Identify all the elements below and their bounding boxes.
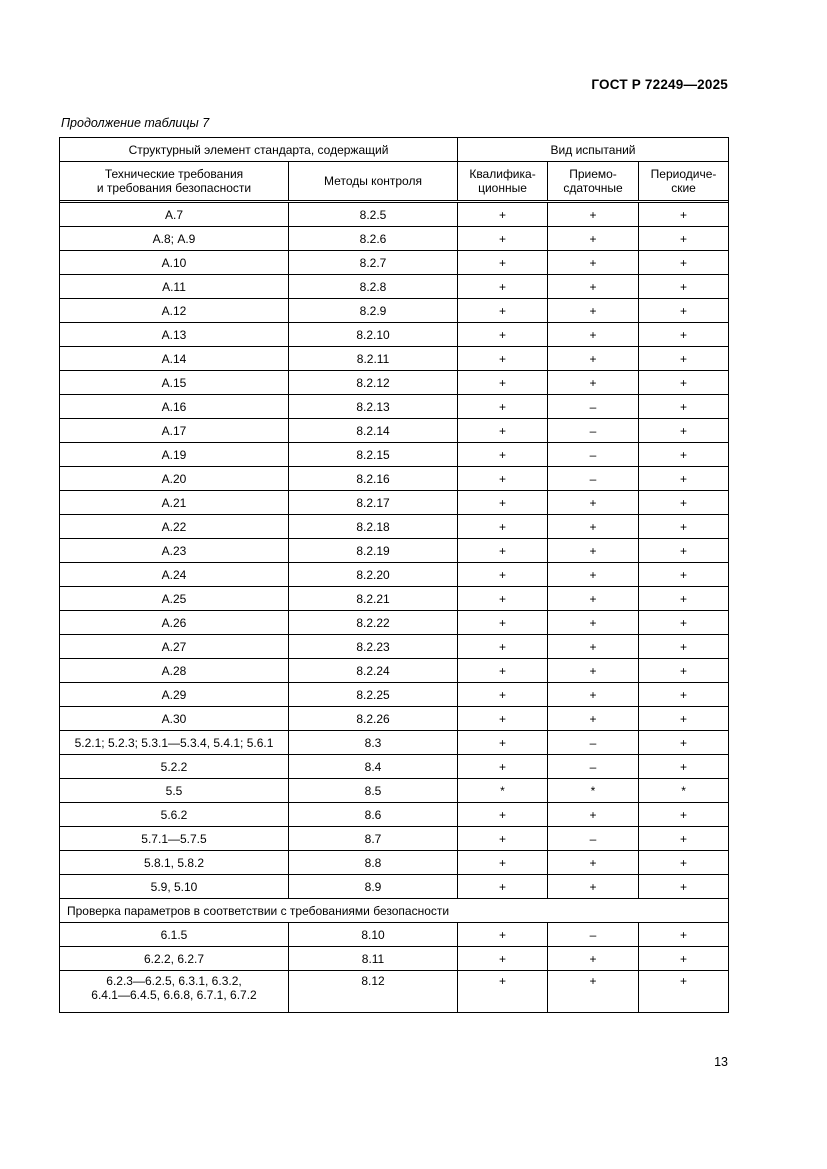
cell-qualification: + [458, 251, 548, 275]
cell-qualification: + [458, 803, 548, 827]
cell-method: 8.12 [289, 971, 458, 1013]
cell-acceptance: – [548, 419, 639, 443]
table-row [60, 251, 729, 275]
table-row [60, 731, 729, 755]
cell-method: 8.2.12 [289, 371, 458, 395]
table-row [60, 683, 729, 707]
cell-acceptance: + [548, 803, 639, 827]
cell-periodic: + [639, 707, 729, 731]
cell-requirement: А.29 [60, 683, 289, 707]
cell-requirement: А.14 [60, 347, 289, 371]
cell-method: 8.2.9 [289, 299, 458, 323]
cell-periodic: + [639, 731, 729, 755]
cell-qualification: + [458, 539, 548, 563]
cell-method: 8.2.18 [289, 515, 458, 539]
cell-requirement: 5.2.2 [60, 755, 289, 779]
cell-acceptance: – [548, 731, 639, 755]
cell-method: 8.2.25 [289, 683, 458, 707]
cell-requirement: А.17 [60, 419, 289, 443]
cell-qualification: + [458, 683, 548, 707]
cell-periodic: + [639, 635, 729, 659]
cell-requirement: 5.7.1—5.7.5 [60, 827, 289, 851]
cell-requirement: А.19 [60, 443, 289, 467]
cell-qualification: + [458, 491, 548, 515]
table-row [60, 563, 729, 587]
cell-qualification: + [458, 947, 548, 971]
page-number: 13 [714, 1055, 728, 1069]
section-title: Проверка параметров в соответствии с требованиями безопасности [60, 899, 729, 923]
cell-requirement: А.30 [60, 707, 289, 731]
cell-qualification: + [458, 731, 548, 755]
table-row [60, 539, 729, 563]
cell-acceptance: + [548, 347, 639, 371]
cell-method: 8.5 [289, 779, 458, 803]
requirements-table [59, 137, 729, 1013]
cell-periodic: + [639, 827, 729, 851]
cell-qualification: + [458, 587, 548, 611]
cell-periodic: + [639, 347, 729, 371]
cell-qualification: + [458, 395, 548, 419]
cell-requirement: 5.5 [60, 779, 289, 803]
cell-acceptance: + [548, 251, 639, 275]
cell-periodic: + [639, 755, 729, 779]
cell-method: 8.2.11 [289, 347, 458, 371]
cell-requirement: А.27 [60, 635, 289, 659]
cell-acceptance: + [548, 659, 639, 683]
cell-periodic: + [639, 851, 729, 875]
cell-periodic: + [639, 443, 729, 467]
table-row [60, 875, 729, 899]
cell-periodic: + [639, 947, 729, 971]
cell-qualification: + [458, 227, 548, 251]
cell-qualification: + [458, 611, 548, 635]
cell-acceptance: + [548, 203, 639, 227]
cell-requirement: А.20 [60, 467, 289, 491]
cell-acceptance: – [548, 395, 639, 419]
cell-method: 8.8 [289, 851, 458, 875]
cell-requirement: 6.2.2, 6.2.7 [60, 947, 289, 971]
cell-method: 8.2.6 [289, 227, 458, 251]
cell-qualification: + [458, 659, 548, 683]
cell-acceptance: + [548, 491, 639, 515]
cell-requirement: А.25 [60, 587, 289, 611]
table-row [60, 611, 729, 635]
cell-qualification: + [458, 875, 548, 899]
cell-method: 8.2.19 [289, 539, 458, 563]
cell-requirement: А.26 [60, 611, 289, 635]
cell-method: 8.2.15 [289, 443, 458, 467]
table-row [60, 947, 729, 971]
cell-qualification: + [458, 851, 548, 875]
document-code: ГОСТ Р 72249—2025 [591, 77, 728, 92]
cell-requirement: А.28 [60, 659, 289, 683]
table-row [60, 971, 729, 1013]
cell-periodic: + [639, 251, 729, 275]
cell-periodic: + [639, 875, 729, 899]
cell-qualification: + [458, 467, 548, 491]
cell-method: 8.11 [289, 947, 458, 971]
table-row [60, 323, 729, 347]
cell-requirement: 5.6.2 [60, 803, 289, 827]
cell-acceptance: – [548, 443, 639, 467]
cell-requirement: 6.1.5 [60, 923, 289, 947]
cell-acceptance: + [548, 227, 639, 251]
cell-acceptance: + [548, 563, 639, 587]
cell-method: 8.3 [289, 731, 458, 755]
cell-requirement: А.8; А.9 [60, 227, 289, 251]
cell-periodic: + [639, 323, 729, 347]
cell-periodic: + [639, 299, 729, 323]
table-caption: Продолжение таблицы 7 [61, 116, 210, 130]
cell-requirement: А.13 [60, 323, 289, 347]
cell-qualification: + [458, 443, 548, 467]
cell-periodic: + [639, 491, 729, 515]
cell-method: 8.2.16 [289, 467, 458, 491]
cell-periodic: + [639, 971, 729, 1013]
table-row [60, 491, 729, 515]
table-row [60, 635, 729, 659]
group-header-test-type: Вид испытаний [458, 138, 729, 162]
cell-acceptance: – [548, 467, 639, 491]
cell-method: 8.2.8 [289, 275, 458, 299]
column-header-qualification: Квалифика- ционные [458, 162, 548, 201]
cell-qualification: + [458, 923, 548, 947]
cell-method: 8.2.23 [289, 635, 458, 659]
cell-periodic: + [639, 203, 729, 227]
table-row [60, 515, 729, 539]
cell-requirement: 5.9, 5.10 [60, 875, 289, 899]
cell-requirement: А.12 [60, 299, 289, 323]
table-row [60, 275, 729, 299]
cell-periodic: + [639, 923, 729, 947]
cell-qualification: + [458, 827, 548, 851]
cell-acceptance: + [548, 971, 639, 1013]
table-row [60, 371, 729, 395]
cell-periodic: + [639, 659, 729, 683]
cell-acceptance: + [548, 371, 639, 395]
cell-periodic: + [639, 803, 729, 827]
table-row [60, 755, 729, 779]
cell-requirement: А.21 [60, 491, 289, 515]
cell-requirement: 5.2.1; 5.2.3; 5.3.1—5.3.4, 5.4.1; 5.6.1 [60, 731, 289, 755]
cell-periodic: + [639, 587, 729, 611]
cell-periodic: + [639, 275, 729, 299]
table-row [60, 299, 729, 323]
cell-periodic: * [639, 779, 729, 803]
cell-requirement: А.11 [60, 275, 289, 299]
cell-periodic: + [639, 683, 729, 707]
cell-acceptance: – [548, 827, 639, 851]
cell-method: 8.2.13 [289, 395, 458, 419]
table-row [60, 203, 729, 227]
column-header-acceptance: Приемо- сдаточные [548, 162, 639, 201]
cell-method: 8.10 [289, 923, 458, 947]
cell-qualification: + [458, 563, 548, 587]
cell-method: 8.7 [289, 827, 458, 851]
cell-qualification: + [458, 635, 548, 659]
cell-method: 8.2.10 [289, 323, 458, 347]
cell-periodic: + [639, 371, 729, 395]
cell-acceptance: + [548, 611, 639, 635]
cell-method: 8.2.7 [289, 251, 458, 275]
column-header-methods: Методы контроля [289, 162, 458, 201]
table-row [60, 851, 729, 875]
cell-requirement: А.15 [60, 371, 289, 395]
cell-periodic: + [639, 467, 729, 491]
table-row [60, 827, 729, 851]
cell-qualification: + [458, 323, 548, 347]
table-row [60, 443, 729, 467]
table-row [60, 395, 729, 419]
cell-acceptance: + [548, 275, 639, 299]
table-row [60, 923, 729, 947]
cell-acceptance: + [548, 707, 639, 731]
cell-method: 8.2.24 [289, 659, 458, 683]
cell-requirement: А.7 [60, 203, 289, 227]
cell-requirement: А.24 [60, 563, 289, 587]
cell-method: 8.2.21 [289, 587, 458, 611]
cell-acceptance: – [548, 923, 639, 947]
cell-acceptance: + [548, 299, 639, 323]
cell-requirement: 5.8.1, 5.8.2 [60, 851, 289, 875]
cell-qualification: + [458, 275, 548, 299]
table-row [60, 419, 729, 443]
cell-acceptance: + [548, 323, 639, 347]
cell-acceptance: – [548, 755, 639, 779]
cell-qualification: + [458, 371, 548, 395]
cell-qualification: * [458, 779, 548, 803]
table-row [60, 467, 729, 491]
column-header-requirements: Технические требования и требования безопасности [60, 162, 289, 201]
cell-method: 8.2.5 [289, 203, 458, 227]
cell-qualification: + [458, 971, 548, 1013]
cell-acceptance: + [548, 851, 639, 875]
cell-method: 8.2.17 [289, 491, 458, 515]
cell-acceptance: + [548, 515, 639, 539]
cell-qualification: + [458, 515, 548, 539]
cell-acceptance: * [548, 779, 639, 803]
cell-qualification: + [458, 299, 548, 323]
group-header-structural-element: Структурный элемент стандарта, содержащий [60, 138, 458, 162]
table-row [60, 227, 729, 251]
cell-qualification: + [458, 203, 548, 227]
cell-periodic: + [639, 563, 729, 587]
cell-acceptance: + [548, 947, 639, 971]
cell-requirement: А.16 [60, 395, 289, 419]
table-row [60, 779, 729, 803]
cell-method: 8.2.22 [289, 611, 458, 635]
cell-method: 8.9 [289, 875, 458, 899]
cell-acceptance: + [548, 683, 639, 707]
cell-qualification: + [458, 707, 548, 731]
cell-periodic: + [639, 539, 729, 563]
section-row-safety [60, 899, 729, 923]
table-row [60, 347, 729, 371]
cell-method: 8.2.14 [289, 419, 458, 443]
cell-acceptance: + [548, 587, 639, 611]
cell-method: 8.2.26 [289, 707, 458, 731]
table-row [60, 659, 729, 683]
cell-periodic: + [639, 515, 729, 539]
cell-method: 8.6 [289, 803, 458, 827]
cell-requirement: А.23 [60, 539, 289, 563]
column-header-periodic: Периодиче- ские [639, 162, 729, 201]
cell-method: 8.4 [289, 755, 458, 779]
cell-periodic: + [639, 227, 729, 251]
cell-acceptance: + [548, 635, 639, 659]
cell-acceptance: + [548, 875, 639, 899]
cell-requirement: 6.2.3—6.2.5, 6.3.1, 6.3.2, 6.4.1—6.4.5, 6.6.8, 6.7.1, 6.7.2 [60, 971, 289, 1013]
cell-periodic: + [639, 419, 729, 443]
cell-qualification: + [458, 347, 548, 371]
cell-periodic: + [639, 611, 729, 635]
cell-periodic: + [639, 395, 729, 419]
table-row [60, 587, 729, 611]
table-row [60, 803, 729, 827]
table-row [60, 707, 729, 731]
cell-acceptance: + [548, 539, 639, 563]
cell-qualification: + [458, 755, 548, 779]
cell-method: 8.2.20 [289, 563, 458, 587]
cell-requirement: А.10 [60, 251, 289, 275]
cell-qualification: + [458, 419, 548, 443]
cell-requirement: А.22 [60, 515, 289, 539]
